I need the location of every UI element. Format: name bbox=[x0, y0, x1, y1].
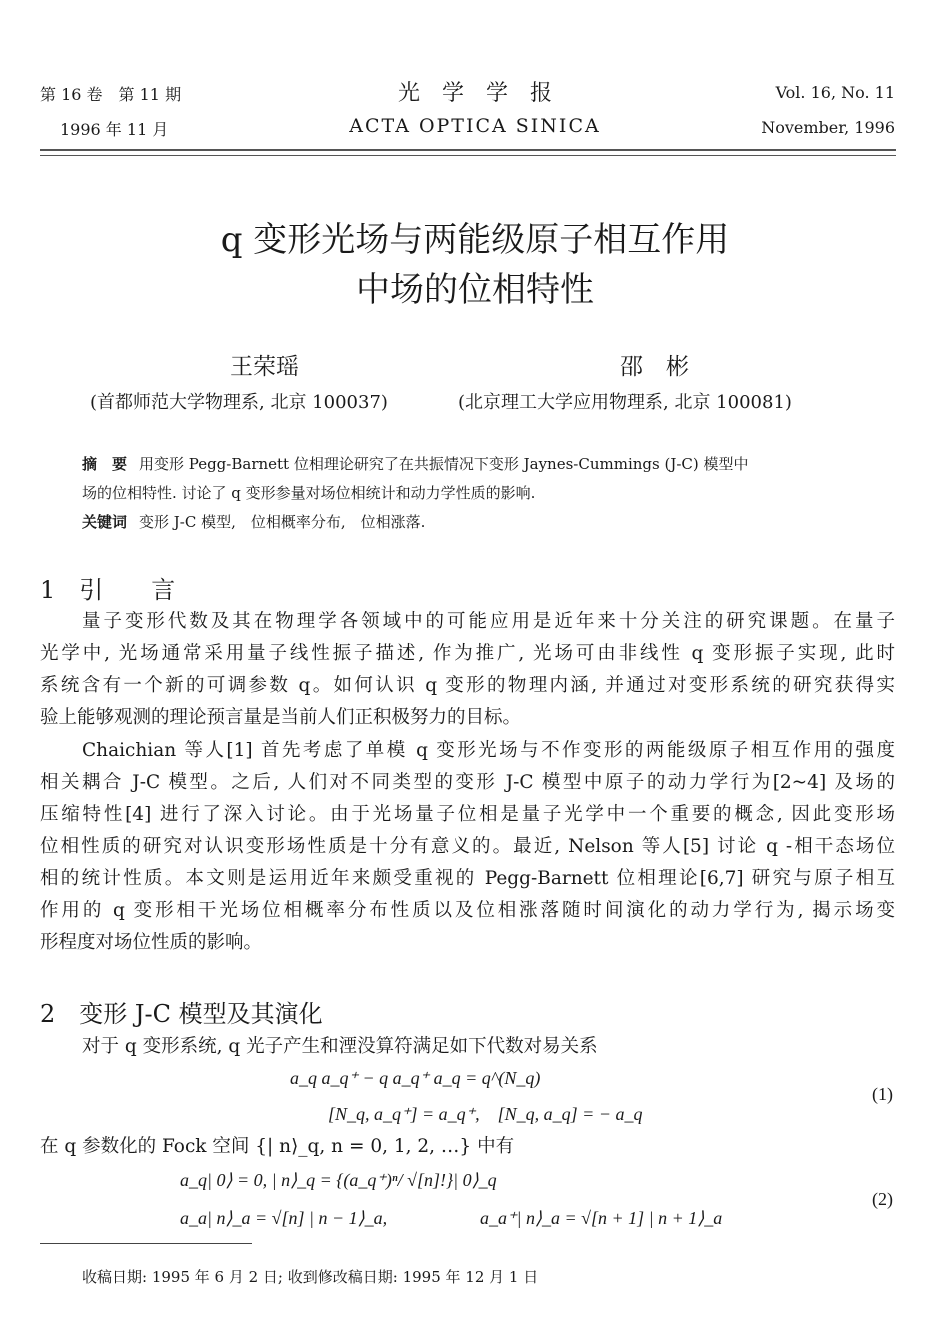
body-line: 验上能够观测的理论预言量是当前人们正积极努力的目标。 bbox=[40, 707, 522, 728]
body-line: 对于 q 变形系统, q 光子产生和湮没算符满足如下代数对易关系 bbox=[82, 1036, 598, 1057]
body-line: 相关耦合 J-C 模型。之后, 人们对不同类型的变形 J-C 模型中原子的动力学行为[2~4] 及场的 bbox=[40, 772, 895, 793]
equation-number: (2) bbox=[872, 1189, 893, 1209]
author-affiliation: (首都师范大学物理系, 北京 100037) bbox=[90, 392, 388, 413]
author-name: 邵 彬 bbox=[620, 354, 689, 380]
body-line: 光学中, 光场通常采用量子线性振子描述, 作为推广, 光场可由非线性 q 变形振子实现, 此时 bbox=[40, 643, 895, 664]
keywords-line bbox=[82, 511, 425, 532]
header-volume: 第 16 卷 第 11 期 bbox=[40, 85, 182, 104]
header-date-en: November, 1996 bbox=[761, 118, 895, 137]
header-volume-en: Vol. 16, No. 11 bbox=[775, 83, 895, 102]
author-affiliation: (北京理工大学应用物理系, 北京 100081) bbox=[458, 392, 792, 413]
footnote-rule bbox=[40, 1243, 252, 1244]
keywords-label: 关键词 bbox=[82, 513, 128, 531]
abstract-line bbox=[82, 453, 749, 474]
body-line: 形程度对场位性质的影响。 bbox=[40, 932, 263, 953]
footnote: 收稿日期: 1995 年 6 月 2 日; 收到修改稿日期: 1995 年 12 月 1 日 bbox=[82, 1268, 539, 1286]
equation-1b: [N_q, a_q⁺] = a_q⁺, [N_q, a_q] = − a_q bbox=[328, 1104, 643, 1124]
abstract-text: 场的位相特性. 讨论了 q 变形参量对场位相统计和动力学性质的影响. bbox=[82, 484, 536, 502]
equation-2b: a_a| n⟩_a = √[n] | n − 1⟩_a, bbox=[180, 1208, 388, 1228]
abstract-text: 用变形 Pegg-Barnett 位相理论研究了在共振情况下变形 Jaynes-Cummings (J-C) 模型中 bbox=[139, 455, 749, 473]
equation-2a: a_q| 0⟩ = 0, | n⟩_q = {(a_q⁺)ⁿ/ √[n]!}| 0⟩_q bbox=[180, 1170, 497, 1190]
body-line: 相的统计性质。本文则是运用近年来颇受重视的 Pegg-Barnett 位相理论[6,7] 研究与原子相互 bbox=[40, 868, 895, 889]
body-line: 量子变形代数及其在物理学各领域中的可能应用是近年来十分关注的研究课题。在量子 bbox=[82, 611, 895, 632]
section-heading: 1 引 言 bbox=[40, 576, 176, 604]
body-line: 系统含有一个新的可调参数 q。如何认识 q 变形的物理内涵, 并通过对变形系统的研究获得实 bbox=[40, 675, 895, 696]
equation-1a: a_q a_q⁺ − q a_q⁺ a_q = q^(N_q) bbox=[290, 1068, 541, 1088]
header-date-cn: 1996 年 11 月 bbox=[60, 120, 169, 139]
journal-name-cn: 光 学 学 报 bbox=[397, 81, 552, 106]
paper-title-line1: q 变形光场与两能级原子相互作用 bbox=[220, 220, 730, 260]
header-rule bbox=[40, 149, 896, 151]
section-heading: 2 变形 J-C 模型及其演化 bbox=[40, 1000, 323, 1028]
header-rule-thin bbox=[40, 155, 896, 156]
body-line: 作用的 q 变形相干光场位相概率分布性质以及位相涨落随时间演化的动力学行为, 揭示场变 bbox=[40, 900, 895, 921]
author-name: 王荣瑶 bbox=[230, 354, 299, 380]
body-line: 位相性质的研究对认识变形场性质是十分有意义的。最近, Nelson 等人[5] 讨论 q -相干态场位 bbox=[40, 836, 895, 857]
paper-title-line2: 中场的位相特性 bbox=[356, 270, 594, 310]
abstract-label: 摘 要 bbox=[82, 455, 128, 473]
equation-number: (1) bbox=[872, 1084, 893, 1104]
body-line: Chaichian 等人[1] 首先考虑了单模 q 变形光场与不作变形的两能级原子相互作用的强度 bbox=[82, 740, 895, 761]
journal-name-en: ACTA OPTICA SINICA bbox=[349, 115, 601, 137]
body-line: 在 q 参数化的 Fock 空间 {| n⟩_q, n = 0, 1, 2, …} 中有 bbox=[40, 1136, 515, 1157]
keywords-text: 变形 J-C 模型, 位相概率分布, 位相涨落. bbox=[139, 513, 426, 531]
body-line: 压缩特性[4] 进行了深入讨论。由于光场量子位相是量子光学中一个重要的概念, 因此变形场 bbox=[40, 804, 895, 825]
equation-2c: a_a⁺| n⟩_a = √[n + 1] | n + 1⟩_a bbox=[480, 1208, 723, 1228]
